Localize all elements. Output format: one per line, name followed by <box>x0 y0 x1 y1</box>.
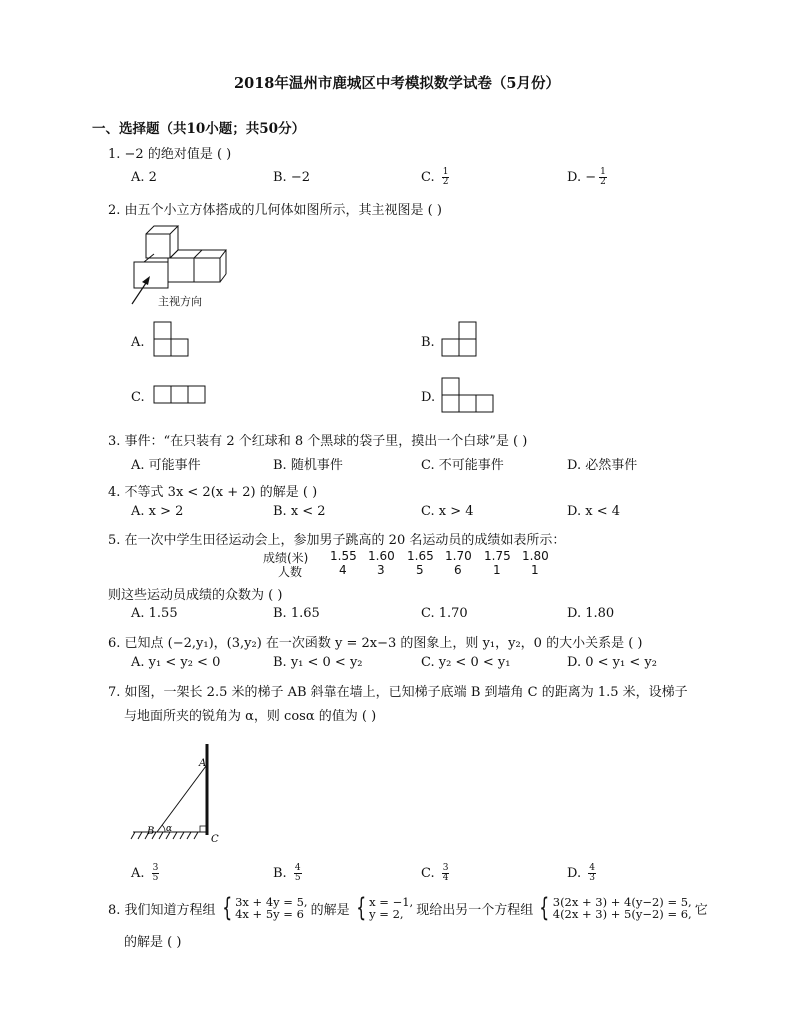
table-cell: 1 <box>493 563 501 577</box>
q4-option-b: B. x < 2 <box>273 504 326 519</box>
table-cell: 1.55 <box>330 549 357 563</box>
table-cell: 1 <box>531 563 539 577</box>
q2-option-b: B. <box>421 335 435 350</box>
q1-option-b: B. −2 <box>273 170 310 185</box>
question-7-stem-line1: 7. 如图，一架长 2.5 米的梯子 AB 斜靠在墙上，已知梯子底端 B 到墙角 C 的距离为 1.5 米，设梯子 <box>108 685 688 700</box>
q7-option-c: C. $\frac{3}{4}$ <box>421 863 449 883</box>
table-cell: 3 <box>377 563 385 577</box>
question-7-stem-line2: 与地面所夹的锐角为 α，则 cosα 的值为 ( ) <box>124 709 377 724</box>
q5-option-d: D. 1.80 <box>567 606 615 621</box>
question-5-tail: 则这些运动员成绩的众数为 ( ) <box>108 588 283 603</box>
score-table-row-header: 成绩(米) <box>263 551 309 565</box>
ladder-figure <box>125 740 230 850</box>
table-cell: 1.60 <box>368 549 395 563</box>
table-cell: 6 <box>454 563 462 577</box>
count-table-row-header: 人数 <box>278 565 303 579</box>
q5-option-b: B. 1.65 <box>273 606 320 621</box>
q6-option-d: D. 0 < y₁ < y₂ <box>567 655 657 670</box>
q2-option-a-figure <box>150 320 194 360</box>
point-label: A <box>199 758 207 769</box>
question-6-stem: 6. 已知点 (−2,y₁)，(3,y₂) 在一次函数 y = 2x−3 的图象上，则 y₁，y₂，0 的大小关系是 ( ) <box>108 636 643 651</box>
q1-option-c: C. $\frac{1}{2}$ <box>421 167 449 187</box>
view-direction-label: 主视方向 <box>158 295 202 308</box>
question-2-stem: 2. 由五个小立方体搭成的几何体如图所示，其主视图是 ( ) <box>108 203 442 218</box>
q7-option-a: A. $\frac{3}{5}$ <box>131 863 159 883</box>
page-title: 2018年温州市鹿城区中考模拟数学试卷（5月份） <box>234 75 560 92</box>
q6-option-b: B. y₁ < 0 < y₂ <box>273 655 363 670</box>
q5-option-c: C. 1.70 <box>421 606 468 621</box>
q1-option-d: D. − $\frac{1}{2}$ <box>567 167 606 187</box>
q4-option-d: D. x < 4 <box>567 504 620 519</box>
q2-option-a: A. <box>131 335 145 350</box>
q2-option-d: D. <box>421 390 436 405</box>
q2-option-b-figure <box>438 320 482 360</box>
point-label: B <box>147 826 155 837</box>
section-heading: 一、选择题（共10小题；共50分） <box>92 121 306 137</box>
question-5-stem: 5. 在一次中学生田径运动会上，参加男子跳高的 20 名运动员的成绩如表所示： <box>108 533 566 548</box>
q2-option-d-figure <box>438 376 500 418</box>
table-cell: 1.80 <box>522 549 549 563</box>
question-1-stem: 1. −2 的绝对值是 ( ) <box>108 147 232 162</box>
q7-option-b: B. $\frac{4}{5}$ <box>273 863 301 883</box>
table-cell: 4 <box>339 563 347 577</box>
q2-option-c: C. <box>131 390 145 405</box>
q6-option-a: A. y₁ < y₂ < 0 <box>131 655 221 670</box>
table-cell: 1.65 <box>407 549 434 563</box>
q4-option-c: C. x > 4 <box>421 504 474 519</box>
q4-option-a: A. x > 2 <box>131 504 184 519</box>
table-cell: 1.70 <box>445 549 472 563</box>
q3-option-a: A. 可能事件 <box>131 458 201 473</box>
table-cell: 1.75 <box>484 549 511 563</box>
point-label: C <box>211 834 219 845</box>
table-cell: 5 <box>416 563 424 577</box>
question-3-stem: 3. 事件：“在只装有 2 个红球和 8 个黑球的袋子里，摸出一个白球”是 ( ) <box>108 434 528 449</box>
q5-option-a: A. 1.55 <box>131 606 178 621</box>
q7-option-d: D. $\frac{4}{3}$ <box>567 863 595 883</box>
q2-option-c-figure <box>150 383 210 407</box>
q6-option-c: C. y₂ < 0 < y₁ <box>421 655 511 670</box>
question-4-stem: 4. 不等式 3x < 2(x + 2) 的解是 ( ) <box>108 485 318 500</box>
angle-label: α <box>166 824 173 834</box>
q3-option-c: C. 不可能事件 <box>421 458 504 473</box>
q3-option-d: D. 必然事件 <box>567 458 638 473</box>
question-8-stem-line2: 的解是 ( ) <box>124 935 182 950</box>
q3-option-b: B. 随机事件 <box>273 458 343 473</box>
question-8-stem: 8. 我们知道方程组 { 3x + 4y = 5, 4x + 5y = 6 的解是 { x = −1, y = 2, 现给出另一个方程组 { 3(2x + 3) + 4(y−2) = 5, 4(2x + 3) + 5(y−2) = 6, 它 <box>108 893 708 923</box>
q1-option-a: A. 2 <box>131 170 157 185</box>
